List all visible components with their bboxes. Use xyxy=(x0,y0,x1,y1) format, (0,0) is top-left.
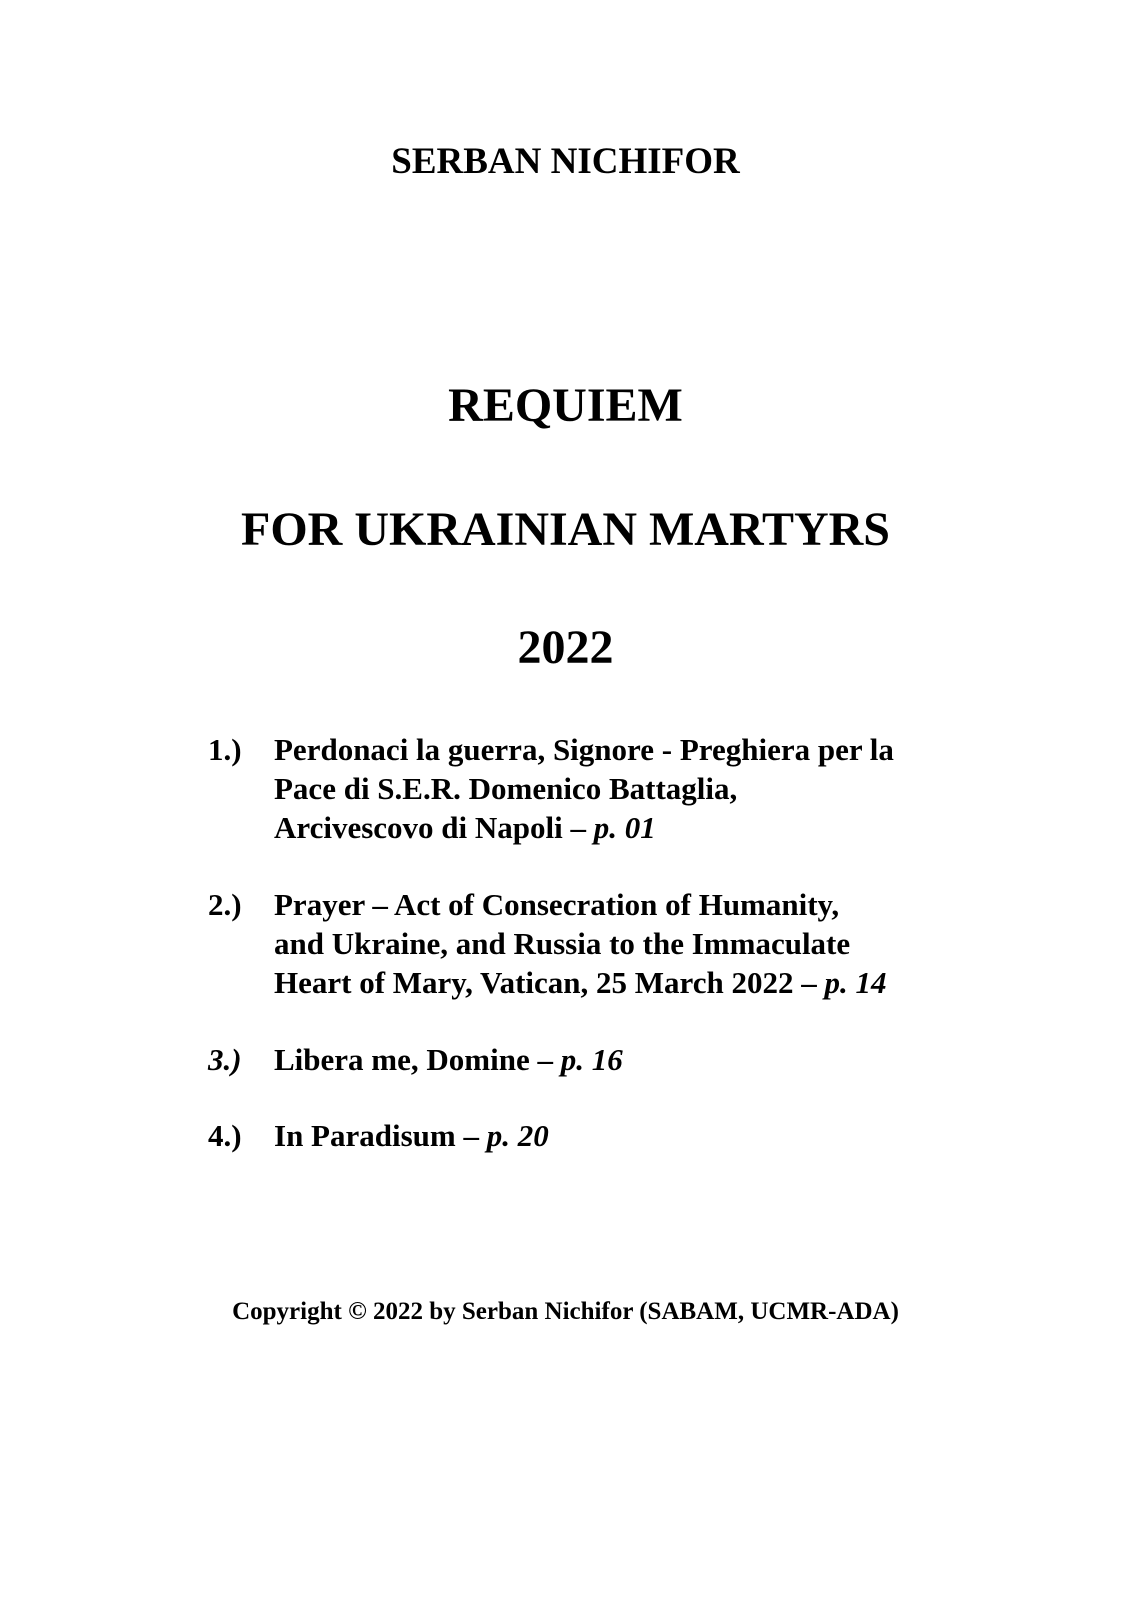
entry-line-text: Libera me, Domine – xyxy=(274,1042,561,1077)
entry-line-text: In Paradisum – xyxy=(274,1118,487,1153)
entry-line-last xyxy=(274,1040,974,1079)
entry-line-last xyxy=(274,963,974,1002)
work-title: REQUIEM xyxy=(448,379,683,432)
page-reference: p. 16 xyxy=(560,1042,623,1077)
entry-number: 2.) xyxy=(208,887,242,922)
entry-line: Perdonaci la guerra, Signore - Preghiera per la xyxy=(274,732,894,767)
entry-text xyxy=(274,885,974,1002)
entry-number: 1.) xyxy=(208,732,242,767)
work-subtitle: FOR UKRAINIAN MARTYRS xyxy=(241,503,890,556)
work-year: 2022 xyxy=(517,621,614,674)
entry-number: 3.) xyxy=(208,1042,242,1077)
entry-text xyxy=(274,1116,974,1155)
author-name: SERBAN NICHIFOR xyxy=(391,141,740,182)
entry-line: Prayer – Act of Consecration of Humanity, xyxy=(274,887,840,922)
page-reference: p. 01 xyxy=(593,810,656,845)
page-reference: p. 14 xyxy=(824,965,887,1000)
entry-line: Pace di S.E.R. Domenico Battaglia, xyxy=(274,771,738,806)
entry-line-text: Arcivescovo di Napoli – xyxy=(274,810,594,845)
entry-number: 4.) xyxy=(208,1118,242,1153)
entry-line-last xyxy=(274,808,974,847)
entry-text xyxy=(274,1040,974,1079)
entry-line-last xyxy=(274,1116,974,1155)
page-reference: p. 20 xyxy=(486,1118,549,1153)
entry-text xyxy=(274,730,974,847)
entry-line: and Ukraine, and Russia to the Immaculate xyxy=(274,926,851,961)
entry-line-text: Heart of Mary, Vatican, 25 March 2022 – xyxy=(274,965,825,1000)
copyright-notice: Copyright © 2022 by Serban Nichifor (SABAM, UCMR-ADA) xyxy=(232,1298,899,1325)
